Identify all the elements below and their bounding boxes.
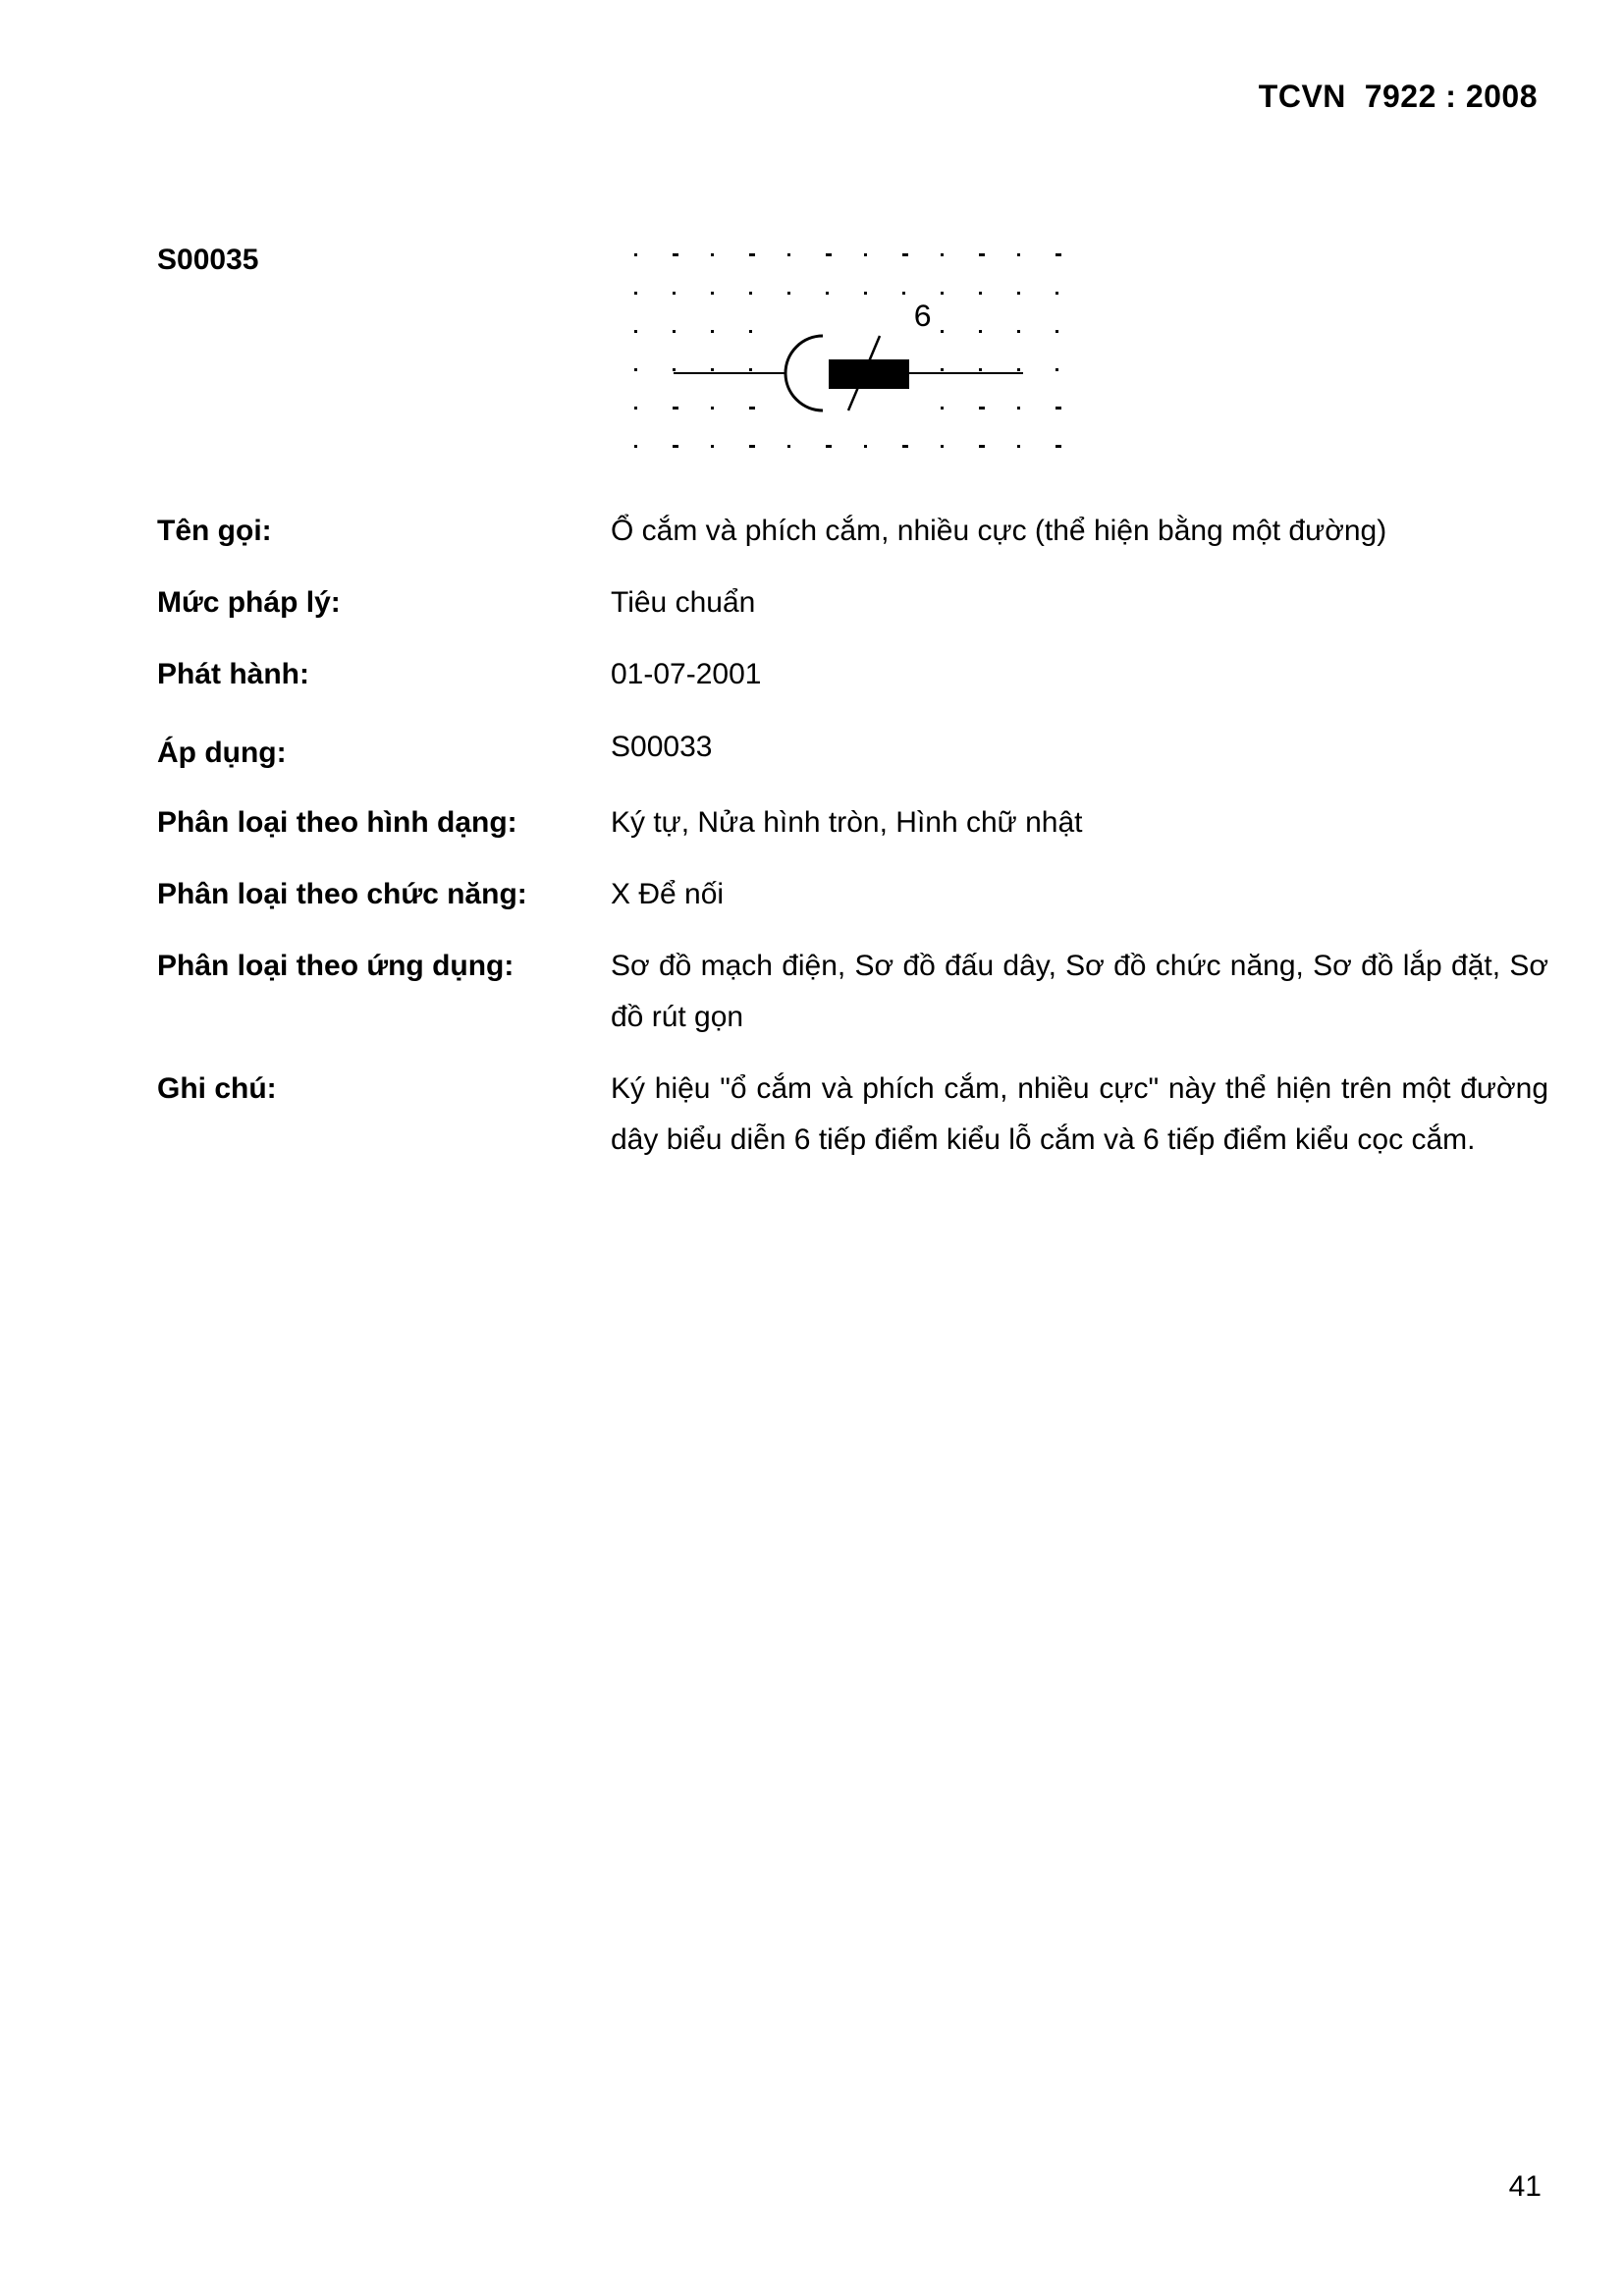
grid-dot — [941, 292, 944, 295]
grid-dot — [673, 253, 678, 256]
grid-dot — [1017, 368, 1020, 371]
grid-dot — [749, 407, 755, 410]
grid-dot — [711, 253, 714, 256]
symbol-code: S00035 — [157, 244, 259, 276]
field-value: Ký hiệu "ổ cắm và phích cắm, nhiều cực" này thể hiện trên một đường dây biểu diễn 6 tiếp điểm kiểu lỗ cắm và 6 tiếp điểm kiểu cọc cắm. — [611, 1072, 1548, 1156]
grid-dot — [864, 292, 867, 295]
grid-dot — [673, 407, 678, 410]
grid-dot — [902, 292, 905, 295]
field-value: S00033 — [611, 731, 713, 763]
grid-dot — [749, 368, 752, 371]
grid-dot — [902, 445, 908, 448]
field-value: Ổ cắm và phích cắm, nhiều cực (thể hiện bằng một đường) — [611, 515, 1387, 547]
grid-dot — [1017, 445, 1020, 448]
grid-dot — [749, 292, 752, 295]
grid-dot — [941, 407, 944, 410]
grid-dot — [1056, 368, 1058, 371]
grid-dot — [864, 253, 867, 256]
grid-dot — [711, 368, 714, 371]
symbol-figure — [617, 236, 1078, 462]
field-value: 01-07-2001 — [611, 658, 762, 690]
field-value: Tiêu chuẩn — [611, 586, 756, 619]
grid-dot — [1056, 445, 1061, 448]
grid-dot — [673, 330, 676, 333]
field-label: Phân loại theo chức năng: — [157, 878, 527, 910]
grid-dot — [979, 292, 982, 295]
dot-grid — [634, 253, 1078, 448]
socket-half-circle — [785, 336, 823, 410]
grid-dot — [711, 292, 714, 295]
field-value: Ký tự, Nửa hình tròn, Hình chữ nhật — [611, 806, 1083, 839]
grid-dot — [673, 292, 676, 295]
grid-dot — [979, 368, 982, 371]
grid-dot — [673, 368, 676, 371]
grid-dot — [979, 407, 985, 410]
grid-dot — [749, 330, 752, 333]
grid-dot — [979, 330, 982, 333]
grid-dot — [864, 445, 867, 448]
grid-dot — [634, 292, 637, 295]
grid-dot — [634, 445, 637, 448]
grid-dot — [902, 253, 908, 256]
grid-dot — [787, 292, 790, 295]
grid-dot — [634, 253, 637, 256]
grid-dot — [1056, 330, 1058, 333]
grid-dot — [1017, 292, 1020, 295]
grid-dot — [787, 445, 790, 448]
grid-dot — [941, 330, 944, 333]
field-value: X Để nối — [611, 878, 725, 910]
grid-dot — [1056, 253, 1061, 256]
grid-dot — [749, 253, 755, 256]
grid-dot — [711, 445, 714, 448]
grid-dot — [711, 407, 714, 410]
grid-dot — [634, 368, 637, 371]
grid-dot — [1017, 330, 1020, 333]
grid-dot — [979, 253, 985, 256]
grid-dot — [941, 445, 944, 448]
grid-dot — [787, 253, 790, 256]
grid-dot — [634, 407, 637, 410]
grid-dot — [941, 253, 944, 256]
grid-dot — [826, 292, 829, 295]
grid-dot — [826, 253, 832, 256]
grid-dot — [634, 330, 637, 333]
grid-dot — [749, 445, 755, 448]
grid-dot — [711, 330, 714, 333]
field-label: Phân loại theo hình dạng: — [157, 806, 517, 839]
field-value: Sơ đồ mạch điện, Sơ đồ đấu dây, Sơ đồ chức năng, Sơ đồ lắp đặt, Sơ đồ rút gọn — [611, 950, 1548, 1033]
grid-dot — [1017, 407, 1020, 410]
pole-count-label: 6 — [913, 300, 933, 336]
field-label: Mức pháp lý: — [157, 586, 341, 619]
grid-dot — [979, 445, 985, 448]
field-label: Phát hành: — [157, 658, 309, 690]
page-number: 41 — [1508, 2170, 1542, 2203]
grid-dot — [673, 445, 678, 448]
field-label: Ghi chú: — [157, 1072, 277, 1105]
grid-dot — [1017, 253, 1020, 256]
grid-dot — [1056, 407, 1061, 410]
grid-dot — [941, 368, 944, 371]
field-label: Áp dụng: — [157, 737, 287, 769]
grid-dot — [1056, 292, 1058, 295]
standard-code: TCVN 7922 : 2008 — [1258, 79, 1538, 114]
field-label: Phân loại theo ứng dụng: — [157, 950, 514, 982]
grid-dot — [826, 445, 832, 448]
field-label: Tên gọi: — [157, 515, 272, 547]
